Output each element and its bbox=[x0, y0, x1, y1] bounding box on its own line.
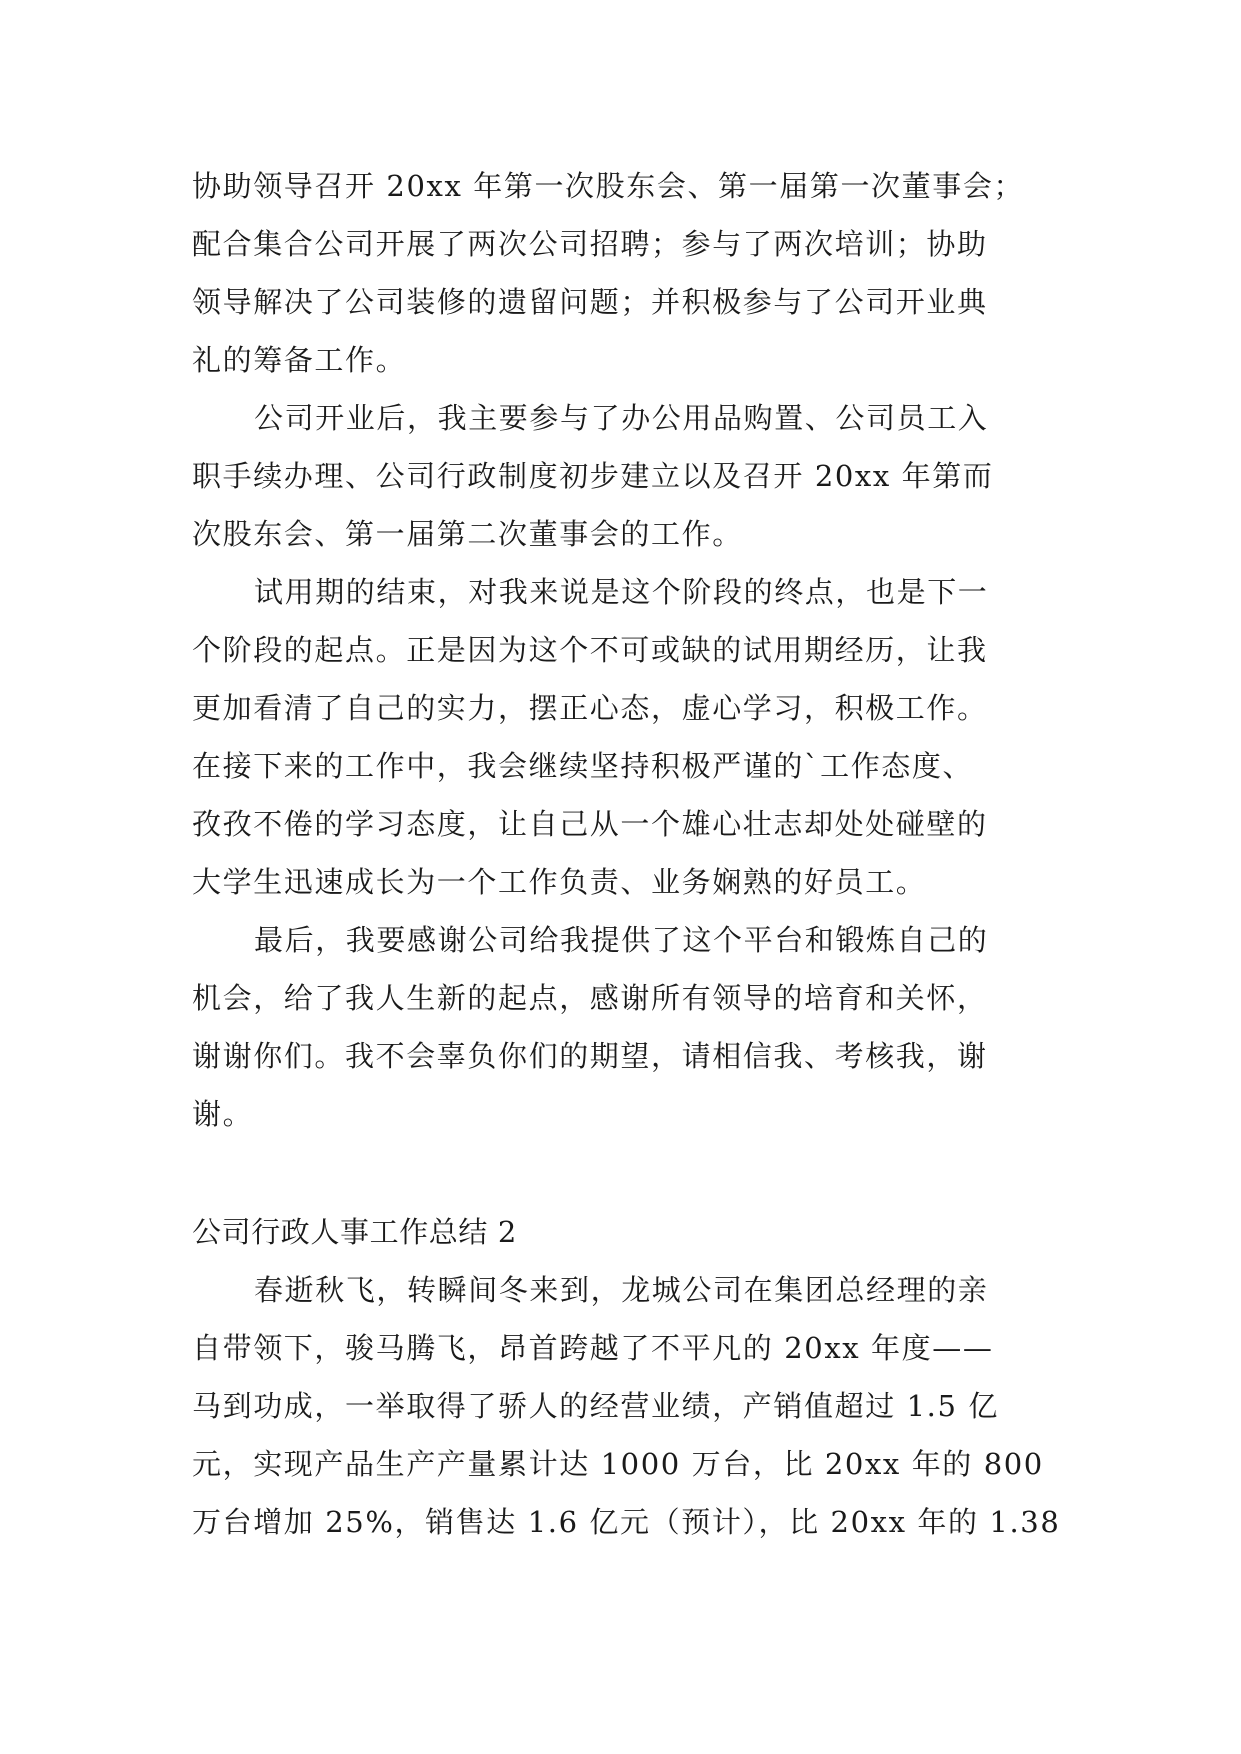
paragraph-first-line: 春逝秋飞，转瞬间冬来到，龙城公司在集团总经理的亲 bbox=[254, 1273, 989, 1307]
body-line: 礼的筹备工作。 bbox=[192, 343, 407, 377]
body-line: 马到功成，一举取得了骄人的经营业绩，产销值超过 1.5 亿 bbox=[192, 1389, 999, 1423]
body-line: 协助领导召开 20xx 年第一次股东会、第一届第一次董事会； bbox=[192, 169, 1025, 203]
body-line: 大学生迅速成长为一个工作负责、业务娴熟的好员工。 bbox=[192, 865, 927, 899]
body-line: 孜孜不倦的学习态度，让自己从一个雄心壮志却处处碰壁的 bbox=[192, 807, 988, 841]
body-line: 自带领下，骏马腾飞，昂首跨越了不平凡的 20xx 年度—— bbox=[192, 1331, 994, 1365]
body-line: 职手续办理、公司行政制度初步建立以及召开 20xx 年第而 bbox=[192, 459, 994, 493]
body-line: 更加看清了自己的实力，摆正心态，虚心学习，积极工作。 bbox=[192, 691, 988, 725]
body-line: 次股东会、第一届第二次董事会的工作。 bbox=[192, 517, 743, 551]
body-line: 个阶段的起点。正是因为这个不可或缺的试用期经历，让我 bbox=[192, 633, 988, 667]
body-line: 领导解决了公司装修的遗留问题；并积极参与了公司开业典 bbox=[192, 285, 988, 319]
body-line: 谢。 bbox=[192, 1097, 254, 1131]
section-heading: 公司行政人事工作总结 2 bbox=[192, 1215, 517, 1249]
body-line: 机会，给了我人生新的起点，感谢所有领导的培育和关怀， bbox=[192, 981, 988, 1015]
body-line: 在接下来的工作中，我会继续坚持积极严谨的`工作态度、 bbox=[192, 749, 974, 783]
paragraph-first-line: 试用期的结束，对我来说是这个阶段的终点，也是下一 bbox=[254, 575, 989, 609]
body-line: 万台增加 25%，销售达 1.6 亿元（预计），比 20xx 年的 1.38 bbox=[192, 1505, 1061, 1539]
body-line: 谢谢你们。我不会辜负你们的期望，请相信我、考核我，谢 bbox=[192, 1039, 988, 1073]
body-line: 元，实现产品生产产量累计达 1000 万台，比 20xx 年的 800 bbox=[192, 1447, 1044, 1481]
body-line: 配合集合公司开展了两次公司招聘；参与了两次培训；协助 bbox=[192, 227, 988, 261]
paragraph-first-line: 最后，我要感谢公司给我提供了这个平台和锻炼自己的 bbox=[254, 923, 989, 957]
paragraph-first-line: 公司开业后，我主要参与了办公用品购置、公司员工入 bbox=[254, 401, 989, 435]
